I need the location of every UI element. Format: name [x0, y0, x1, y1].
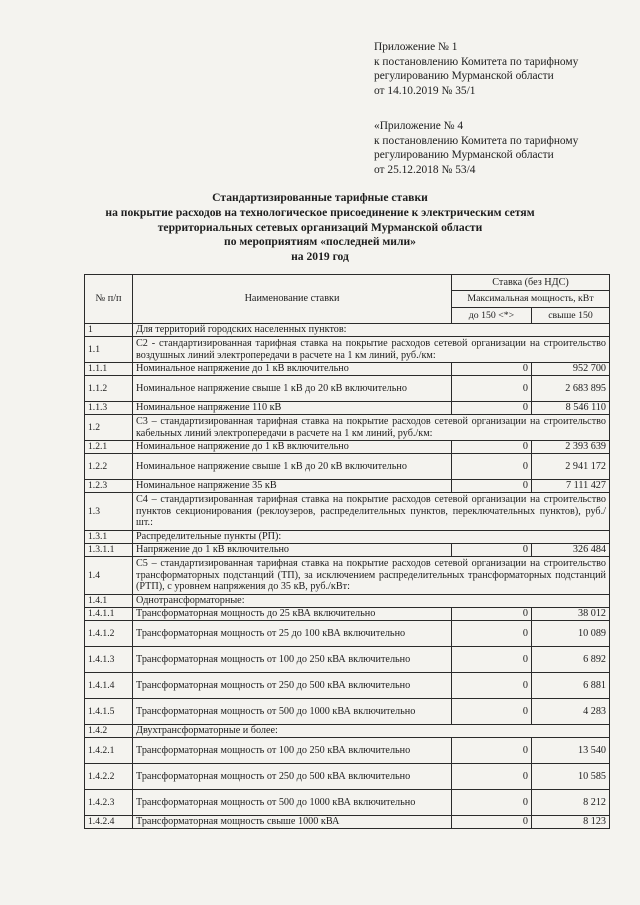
- rate-over-150: 326 484: [532, 544, 610, 557]
- row-number: 1.4.2.2: [85, 764, 133, 790]
- row-number: 1.2.1: [85, 441, 133, 454]
- rate-over-150: 2 393 639: [532, 441, 610, 454]
- row-name: Трансформаторная мощность до 25 кВА включительно: [133, 608, 452, 621]
- table-row: [85, 557, 610, 595]
- table-row: [85, 531, 610, 544]
- header-up-to-150: до 150 <*>: [452, 307, 532, 323]
- annex-1-line: к постановлению Комитета по тарифному: [374, 55, 579, 68]
- row-number: 1.3.1: [85, 531, 133, 544]
- header-num: № п/п: [85, 275, 133, 324]
- row-number: 1.4.1.4: [85, 673, 133, 699]
- row-number: 1.3: [85, 493, 133, 531]
- annex-2-line: от 25.12.2018 № 53/4: [374, 163, 476, 176]
- rate-over-150: 10 585: [532, 764, 610, 790]
- rate-up-to-150: 0: [452, 816, 532, 829]
- rate-up-to-150: 0: [452, 363, 532, 376]
- row-name: Трансформаторная мощность от 500 до 1000 кВА включительно: [133, 699, 452, 725]
- table-row: [85, 647, 610, 673]
- row-name: Номинальное напряжение до 1 кВ включительно: [133, 441, 452, 454]
- annex-1-block: [374, 40, 634, 98]
- title-line: территориальных сетевых организаций Мурманской области: [157, 220, 483, 234]
- title-line: на 2019 год: [291, 250, 349, 264]
- tariff-table-header: [85, 275, 610, 324]
- title-line: Стандартизированные тарифные ставки: [212, 191, 428, 204]
- table-row: [85, 673, 610, 699]
- rate-up-to-150: 0: [452, 621, 532, 647]
- rate-up-to-150: 0: [452, 673, 532, 699]
- row-number: 1.1.1: [85, 363, 133, 376]
- row-number: 1.4.1.3: [85, 647, 133, 673]
- row-name: С5 – стандартизированная тарифная ставка на покрытие расходов сетевой организации на строительство трансформаторных подстанций (ТП), за исключением распределительных трансформаторных подстанций (РТП), с уровнем напряжения до 35 кВ, руб./кВт:: [133, 557, 610, 595]
- row-number: 1.4.2.1: [85, 738, 133, 764]
- row-number: 1.4.1.5: [85, 699, 133, 725]
- annex-2-line: к постановлению Комитета по тарифному: [374, 134, 579, 147]
- rate-over-150: 8 546 110: [532, 402, 610, 415]
- row-number: 1.4.1.1: [85, 608, 133, 621]
- row-name: С3 – стандартизированная тарифная ставка на покрытие расходов сетевой организации на строительство кабельных линий электропередачи в расчете на 1 км линий, руб./км:: [133, 415, 610, 441]
- row-number: 1.4: [85, 557, 133, 595]
- row-number: 1.4.2.3: [85, 790, 133, 816]
- table-row: [85, 595, 610, 608]
- annex-2-block: [374, 119, 634, 177]
- rate-up-to-150: 0: [452, 544, 532, 557]
- table-row: [85, 725, 610, 738]
- rate-over-150: 13 540: [532, 738, 610, 764]
- row-name: Трансформаторная мощность от 500 до 1000 кВА включительно: [133, 790, 452, 816]
- rate-over-150: 2 683 895: [532, 376, 610, 402]
- row-name: Номинальное напряжение 35 кВ: [133, 480, 452, 493]
- table-row: [85, 699, 610, 725]
- row-number: 1.1: [85, 337, 133, 363]
- row-number: 1.2.3: [85, 480, 133, 493]
- annex-2-line: регулированию Мурманской области: [374, 149, 554, 161]
- rate-over-150: 6 881: [532, 673, 610, 699]
- rate-over-150: 38 012: [532, 608, 610, 621]
- row-number: 1.1.3: [85, 402, 133, 415]
- rate-over-150: 7 111 427: [532, 480, 610, 493]
- row-name: Трансформаторная мощность от 25 до 100 кВА включительно: [133, 621, 452, 647]
- row-name: Номинальное напряжение 110 кВ: [133, 402, 452, 415]
- table-row: [85, 454, 610, 480]
- row-name: Однотрансформаторные:: [133, 595, 610, 608]
- rate-up-to-150: 0: [452, 402, 532, 415]
- rate-over-150: 8 212: [532, 790, 610, 816]
- row-name: С2 - стандартизированная тарифная ставка на покрытие расходов сетевой организации на строительство воздушных линий электропередачи в расчете на 1 км линий, руб./км:: [133, 337, 610, 363]
- row-number: 1.4.1: [85, 595, 133, 608]
- table-row: [85, 480, 610, 493]
- annex-1-line: Приложение № 1: [374, 41, 458, 53]
- rate-up-to-150: 0: [452, 480, 532, 493]
- annex-1-line: регулированию Мурманской области: [374, 70, 554, 82]
- rate-up-to-150: 0: [452, 647, 532, 673]
- row-number: 1.3.1.1: [85, 544, 133, 557]
- header-over-150: свыше 150: [532, 307, 610, 323]
- row-number: 1.1.2: [85, 376, 133, 402]
- rate-over-150: 4 283: [532, 699, 610, 725]
- row-name: Для территорий городских населенных пунктов:: [133, 324, 610, 337]
- rate-over-150: 2 941 172: [532, 454, 610, 480]
- row-number: 1.4.2.4: [85, 816, 133, 829]
- table-row: [85, 790, 610, 816]
- row-name: Номинальное напряжение свыше 1 кВ до 20 кВ включительно: [133, 376, 452, 402]
- rate-over-150: 952 700: [532, 363, 610, 376]
- table-row: [85, 608, 610, 621]
- rate-up-to-150: 0: [452, 441, 532, 454]
- rate-up-to-150: 0: [452, 738, 532, 764]
- row-number: 1.4.1.2: [85, 621, 133, 647]
- row-name: Напряжение до 1 кВ включительно: [133, 544, 452, 557]
- table-row: [85, 738, 610, 764]
- table-row: [85, 816, 610, 829]
- title-line: по мероприятиям «последней мили»: [224, 235, 416, 249]
- rate-up-to-150: 0: [452, 376, 532, 402]
- table-row: [85, 441, 610, 454]
- header-name: Наименование ставки: [133, 275, 452, 324]
- rate-up-to-150: 0: [452, 790, 532, 816]
- rate-over-150: 10 089: [532, 621, 610, 647]
- table-row: [85, 376, 610, 402]
- table-row: [85, 363, 610, 376]
- row-name: Трансформаторная мощность свыше 1000 кВА: [133, 816, 452, 829]
- row-name: Трансформаторная мощность от 250 до 500 кВА включительно: [133, 673, 452, 699]
- rate-over-150: 8 123: [532, 816, 610, 829]
- table-row: [85, 324, 610, 337]
- tariff-table: [84, 274, 610, 829]
- row-number: 1.2: [85, 415, 133, 441]
- table-row: [85, 544, 610, 557]
- row-name: Номинальное напряжение до 1 кВ включительно: [133, 363, 452, 376]
- row-name: Трансформаторная мощность от 250 до 500 кВА включительно: [133, 764, 452, 790]
- row-name: Двухтрансформаторные и более:: [133, 725, 610, 738]
- row-name: Распределительные пункты (РП):: [133, 531, 610, 544]
- row-number: 1.2.2: [85, 454, 133, 480]
- table-row: [85, 621, 610, 647]
- rate-over-150: 6 892: [532, 647, 610, 673]
- tariff-table-body: [85, 324, 610, 829]
- title-line: на покрытие расходов на технологическое присоединение к электрическим сетям: [105, 205, 535, 219]
- table-row: [85, 402, 610, 415]
- row-number: 1.4.2: [85, 725, 133, 738]
- table-row: [85, 415, 610, 441]
- table-row: [85, 493, 610, 531]
- annex-2-line: «Приложение № 4: [374, 120, 464, 132]
- rate-up-to-150: 0: [452, 454, 532, 480]
- header-max-power: Максимальная мощность, кВт: [452, 291, 610, 307]
- row-number: 1: [85, 324, 133, 337]
- rate-up-to-150: 0: [452, 764, 532, 790]
- table-row: [85, 764, 610, 790]
- row-name: С4 – стандартизированная тарифная ставка на покрытие расходов сетевой организации на строительство пунктов секционирования (реклоузеров, распределительных пунктов, переключательных пунктов), руб./шт.:: [133, 493, 610, 531]
- row-name: Трансформаторная мощность от 100 до 250 кВА включительно: [133, 647, 452, 673]
- annex-1-line: от 14.10.2019 № 35/1: [374, 84, 476, 97]
- table-row: [85, 337, 610, 363]
- document-title: [80, 191, 560, 265]
- row-name: Номинальное напряжение свыше 1 кВ до 20 кВ включительно: [133, 454, 452, 480]
- rate-up-to-150: 0: [452, 699, 532, 725]
- rate-up-to-150: 0: [452, 608, 532, 621]
- header-rate: Ставка (без НДС): [452, 275, 610, 291]
- row-name: Трансформаторная мощность от 100 до 250 кВА включительно: [133, 738, 452, 764]
